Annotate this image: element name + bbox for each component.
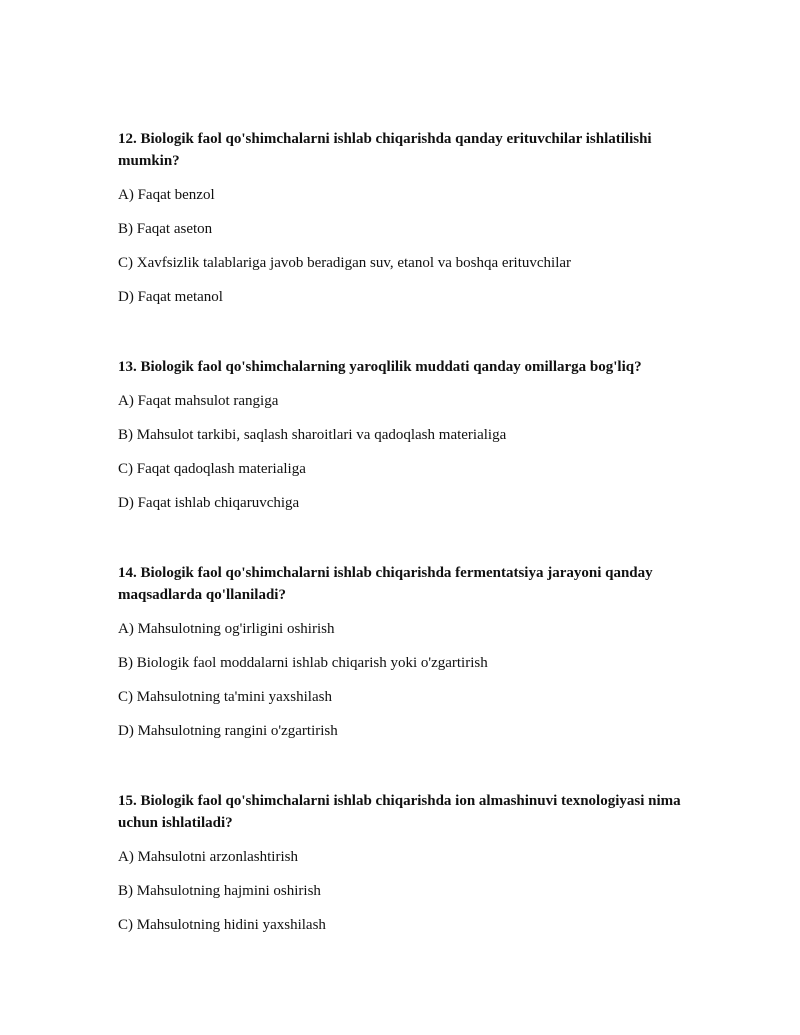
- question-15: [118, 790, 690, 936]
- question-14: [118, 562, 690, 742]
- answer-option-a: A) Faqat mahsulot rangiga: [118, 393, 279, 409]
- answer-option-b: B) Faqat aseton: [118, 221, 213, 237]
- answer-option-b: B) Biologik faol moddalarni ishlab chiqarish yoki o'zgartirish: [118, 655, 488, 671]
- answer-option-c: C) Mahsulotning hidini yaxshilash: [118, 917, 326, 933]
- question-title: 15. Biologik faol qo'shimchalarni ishlab chiqarishda ion almashinuvi texnologiyasi nima uchun ishlatiladi?: [118, 793, 681, 831]
- answer-option-d: D) Faqat metanol: [118, 289, 223, 305]
- question-13: [118, 356, 690, 514]
- answer-option-c: C) Mahsulotning ta'mini yaxshilash: [118, 689, 332, 705]
- question-title: 13. Biologik faol qo'shimchalarning yaroqlilik muddati qanday omillarga bog'liq?: [118, 359, 642, 375]
- answer-option-a: A) Mahsulotning og'irligini oshirish: [118, 621, 335, 637]
- answer-option-d: D) Mahsulotning rangini o'zgartirish: [118, 723, 338, 739]
- answer-option-b: B) Mahsulotning hajmini oshirish: [118, 883, 321, 899]
- answer-option-b: B) Mahsulot tarkibi, saqlash sharoitlari va qadoqlash materialiga: [118, 427, 507, 443]
- question-title: 14. Biologik faol qo'shimchalarni ishlab chiqarishda fermentatsiya jarayoni qanday maqsadlarda qo'llaniladi?: [118, 565, 653, 603]
- answer-option-c: C) Xavfsizlik talablariga javob beradigan suv, etanol va boshqa erituvchilar: [118, 255, 572, 271]
- answer-option-d: D) Faqat ishlab chiqaruvchiga: [118, 495, 300, 511]
- answer-option-a: A) Faqat benzol: [118, 187, 215, 203]
- answer-option-c: C) Faqat qadoqlash materialiga: [118, 461, 306, 477]
- question-12: [118, 128, 690, 308]
- answer-option-a: A) Mahsulotni arzonlashtirish: [118, 849, 298, 865]
- question-title: 12. Biologik faol qo'shimchalarni ishlab chiqarishda qanday erituvchilar ishlatilishi mumkin?: [118, 131, 652, 169]
